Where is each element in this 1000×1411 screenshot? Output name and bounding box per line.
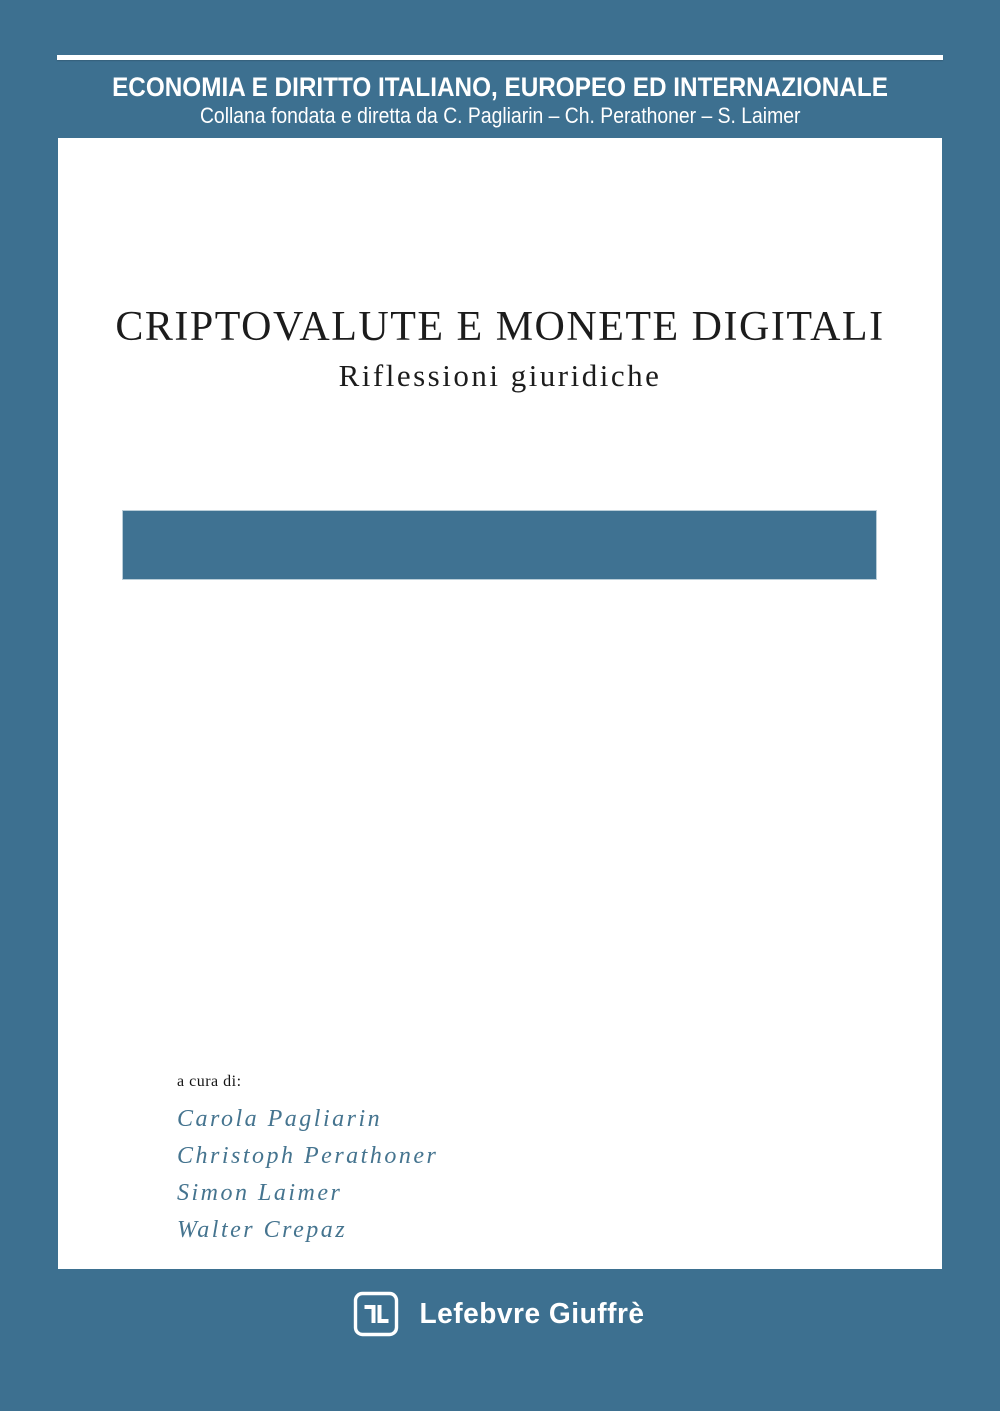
book-subtitle: Riflessioni giuridiche	[338, 358, 662, 393]
editor-name: Christoph Perathoner	[177, 1143, 439, 1169]
series-subtitle: Collana fondata e diretta da C. Pagliarin – Ch. Perathoner – S. Laimer	[199, 103, 801, 128]
cover-panel	[58, 138, 942, 1269]
editor-name: Simon Laimer	[177, 1180, 343, 1206]
editor-name: Carola Pagliarin	[177, 1106, 383, 1132]
publisher-logo-row	[0, 1288, 1000, 1340]
edited-by-label: a cura di:	[177, 1073, 242, 1090]
lefebvre-giuffre-logo-icon	[353, 1291, 399, 1337]
editor-name: Walter Crepaz	[177, 1217, 348, 1243]
series-header	[0, 72, 1000, 103]
editors-block	[177, 1073, 438, 1249]
book-title: CRIPTOVALUTE E MONETE DIGITALI	[115, 304, 885, 350]
top-divider-rule	[57, 55, 943, 60]
series-subheader	[0, 103, 1000, 129]
publisher-name: Lefebvre Giuffrè	[418, 1297, 645, 1330]
accent-bar	[122, 510, 877, 580]
series-title: ECONOMIA E DIRITTO ITALIANO, EUROPEO ED INTERNAZIONALE	[112, 72, 888, 102]
